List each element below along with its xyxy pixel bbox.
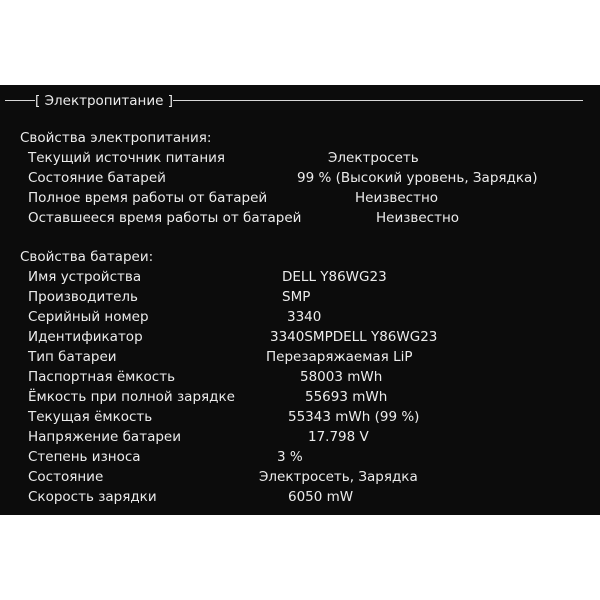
row-value: Неизвестно — [355, 190, 439, 206]
row-label: Серийный номер — [28, 309, 149, 325]
row-label: Идентификатор — [28, 329, 143, 345]
row-label: Полное время работы от батарей — [28, 190, 268, 206]
row-value: Неизвестно — [376, 210, 460, 226]
row-label: Скорость зарядки — [28, 489, 157, 505]
row-label: Паспортная ёмкость — [28, 369, 176, 385]
row-value: Перезаряжаемая LiP — [266, 349, 413, 365]
power-row — [0, 149, 600, 169]
header-bracket-open: [ — [35, 93, 41, 109]
row-label: Текущая ёмкость — [28, 409, 153, 425]
header-rule-left — [5, 100, 35, 101]
row-value: Электросеть, Зарядка — [259, 469, 418, 485]
battery-properties-title: Свойства батареи: — [20, 249, 154, 265]
battery-row — [0, 468, 600, 488]
row-label: Тип батареи — [28, 349, 117, 365]
battery-row — [0, 368, 600, 388]
power-properties-title: Свойства электропитания: — [20, 130, 212, 146]
header-bracket-close: ] — [167, 93, 174, 109]
power-row — [0, 189, 600, 209]
battery-row — [0, 428, 600, 448]
battery-row — [0, 388, 600, 408]
battery-row — [0, 448, 600, 468]
row-label: Текущий источник питания — [28, 150, 226, 166]
row-label: Оставшееся время работы от батарей — [28, 210, 302, 226]
row-label: Ёмкость при полной зарядке — [28, 389, 235, 405]
header-title: Электропитание — [44, 93, 164, 109]
row-value: DELL Y86WG23 — [282, 269, 387, 285]
power-row — [0, 169, 600, 189]
row-value: 6050 mW — [288, 489, 354, 505]
battery-row — [0, 288, 600, 308]
battery-row — [0, 488, 600, 508]
battery-row — [0, 268, 600, 288]
row-value: 17.798 V — [308, 429, 369, 445]
console-window — [0, 85, 600, 515]
header-rule-right — [173, 100, 583, 101]
row-label: Напряжение батареи — [28, 429, 181, 445]
row-value: Электросеть — [328, 150, 419, 166]
row-value: SMP — [282, 289, 311, 305]
row-value: 58003 mWh — [300, 369, 383, 385]
battery-row — [0, 328, 600, 348]
row-label: Состояние — [28, 469, 104, 485]
section-header — [0, 92, 600, 112]
row-value: 55693 mWh — [305, 389, 388, 405]
battery-row — [0, 308, 600, 328]
row-value: 3340 — [287, 309, 322, 325]
row-value: 3340SMPDELL Y86WG23 — [270, 329, 438, 345]
row-value: 99 % (Высокий уровень, Зарядка) — [297, 170, 538, 186]
battery-row — [0, 408, 600, 428]
battery-row — [0, 348, 600, 368]
row-value: 3 % — [277, 449, 303, 465]
power-row — [0, 209, 600, 229]
row-label: Производитель — [28, 289, 139, 305]
row-label: Имя устройства — [28, 269, 142, 285]
row-label: Состояние батарей — [28, 170, 166, 186]
row-label: Степень износа — [28, 449, 141, 465]
row-value: 55343 mWh (99 %) — [288, 409, 420, 425]
